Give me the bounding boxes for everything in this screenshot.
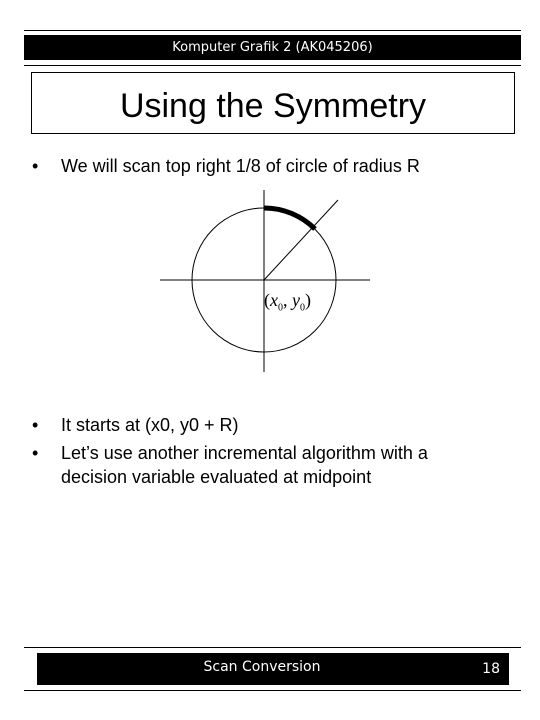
- bottom-rule-lower: [24, 690, 521, 691]
- bullet-marker: •: [32, 156, 39, 176]
- octant-arc: [264, 208, 315, 229]
- bullet-marker: •: [32, 415, 39, 435]
- center-x-sub: 0: [278, 302, 283, 314]
- top-rule-lower: [24, 65, 521, 66]
- diagonal-line: [264, 200, 338, 280]
- bullet-line: It starts at (x0, y0 + R): [61, 415, 239, 435]
- course-header: [24, 35, 521, 60]
- page-number: 18: [482, 661, 500, 677]
- bullet-marker: •: [32, 443, 39, 463]
- center-y-var: y: [292, 290, 300, 310]
- circle-diagram: [160, 190, 380, 380]
- circle-figure: [160, 190, 380, 385]
- footer-title: Scan Conversion: [203, 659, 321, 675]
- center-label: ($x_0$, $y_0$): [264, 290, 311, 314]
- bullet-text-start: [61, 413, 501, 437]
- top-rule-upper: [24, 30, 521, 31]
- bullet-line: Let’s use another incremental algorithm with a: [61, 443, 428, 463]
- slide-title-box: [31, 72, 515, 134]
- course-title: Komputer Grafik 2 (AK045206): [172, 40, 373, 55]
- center-y-sub: 0: [300, 302, 305, 314]
- footer-bar: [37, 653, 509, 685]
- center-x-var: x: [270, 290, 278, 310]
- bullet-line: We will scan top right 1/8 of circle of radius R: [61, 156, 420, 176]
- bullet-text-scan: [61, 154, 501, 178]
- bullet-text-midpoint: [61, 441, 501, 489]
- bullet-line: decision variable evaluated at midpoint: [61, 467, 372, 487]
- slide-title: Using the Symmetry: [119, 87, 427, 125]
- bottom-rule-upper: [24, 647, 521, 648]
